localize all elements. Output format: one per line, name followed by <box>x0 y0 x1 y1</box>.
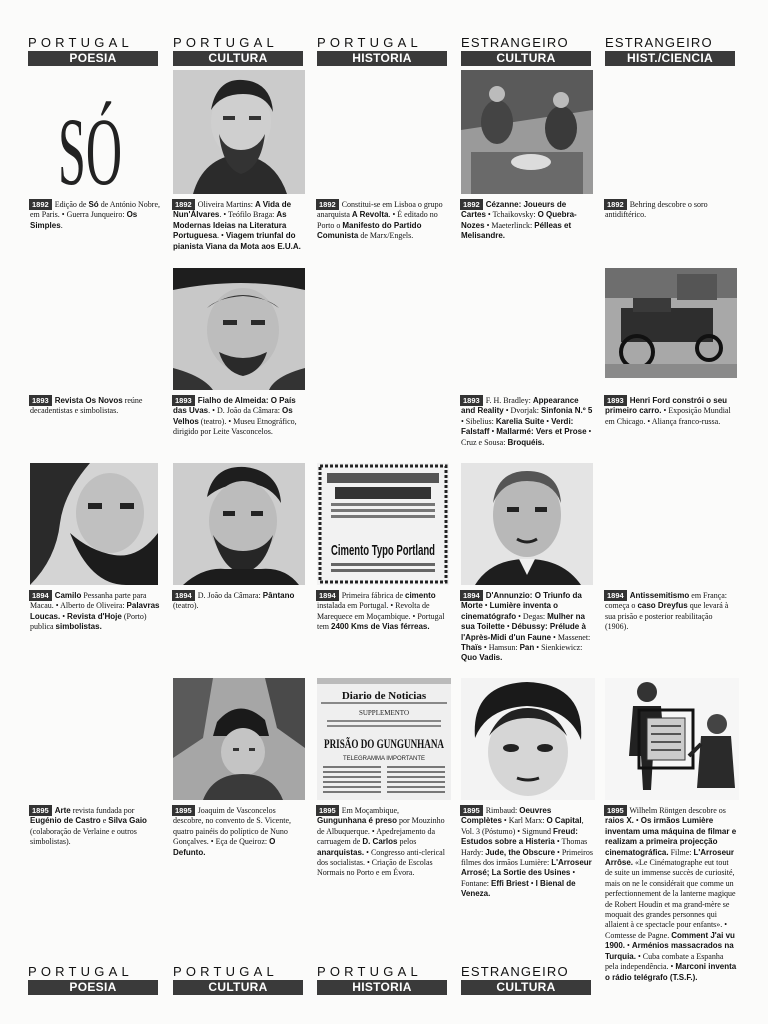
joao-da-camara-portrait <box>173 463 305 585</box>
header-portugal-poesia <box>28 35 158 66</box>
year-badge: 1892 <box>607 200 624 209</box>
oliveira-martins-portrait <box>173 70 305 194</box>
header-country: PORTUGAL <box>173 35 278 50</box>
entry-1895-ciencia <box>605 806 737 983</box>
entry-text: Primeira fábrica de cimento instalada em Portugal. • Revolta de Marequece em Moçambique. • Portugal tem 2400 Kms de Vias férreas. <box>317 591 445 632</box>
header-section: HISTORIA <box>317 51 447 66</box>
footer-portugal-cultura <box>173 964 303 995</box>
year-badge: 1893 <box>607 396 624 405</box>
header-section: HIST./CIENCIA <box>605 51 735 66</box>
header-country: PORTUGAL <box>28 964 133 979</box>
entry-text: Oliveira Martins: A Vida de Nun'Álvares. • Teófilo Braga: As Modernas Ideias na Literatura Portuguesa. • Viagem triunfal do pianista Viana da Mota aos E.U.A. <box>173 200 301 251</box>
diario-de-noticias-gungunhana-page <box>317 678 451 800</box>
entry-text: D. João da Câmara: Pântano (teatro). <box>173 591 295 611</box>
year-badge: 1892 <box>175 200 192 209</box>
entry-text: D'Annunzio: O Triunfo da Morte • Lumière inventa o cinematógrafo • Degas: Mulher na sua Toilette • Débussy: Prélude à l'Après-Midi d'un Faune • Massenet: Thaïs • Hamsun: Pan • Sienkiewicz: Quo Vadis. <box>461 591 591 663</box>
entry-1892-historia <box>317 200 449 242</box>
header-section: CULTURA <box>461 980 591 995</box>
entry-text: Revista Os Novos reúne decadentistas e simbolistas. <box>30 396 143 416</box>
header-section: CULTURA <box>173 51 303 66</box>
entry-1892-cultura <box>173 200 305 252</box>
newspaper-sub: TELEGRAMMA IMPORTANTE <box>342 756 426 762</box>
year-badge: 1894 <box>175 591 192 600</box>
year-badge: 1895 <box>319 806 336 815</box>
henry-ford-car-photo <box>605 268 737 378</box>
entry-1893-estrangeiro-cultura <box>461 396 593 448</box>
entry-1894-estrangeiro-cultura <box>461 591 593 664</box>
year-badge: 1895 <box>607 806 624 815</box>
entry-text: Behring descobre o soro antidiftérico. <box>605 200 708 220</box>
footer-estrangeiro-cultura <box>461 964 591 995</box>
entry-text: Rimbaud: Oeuvres Complètes • Karl Marx: O Capital, Vol. 3 (Póstumo) • Sigmund Freud: Estudos sobre a Histeria • Thomas Hardy: Jude, the Obscure • Primeiros filmes dos irmãos Lumière: L'Arroseur Arrosé; La Sortie des Usines • Fontane: Effi Briest • I Bienal de Veneza. <box>461 806 593 899</box>
camilo-pessanha-portrait <box>30 463 158 585</box>
entry-1892-estrangeiro-cultura <box>461 200 593 242</box>
header-portugal-historia <box>317 35 447 66</box>
year-badge: 1893 <box>32 396 49 405</box>
newspaper-supplement: SUPPLEMENTO <box>358 709 410 717</box>
header-country: PORTUGAL <box>317 35 422 50</box>
lumiere-cinematograph-illustration <box>605 678 739 800</box>
entry-text: Joaquim de Vasconcelos descobre, no convento de S. Vicente, quatro painéis do políptico de Nuno Gonçalves. • Eça de Queiroz: O Defunto. <box>173 806 292 857</box>
year-badge: 1892 <box>32 200 49 209</box>
entry-1894-historia <box>317 591 449 633</box>
year-badge: 1895 <box>175 806 192 815</box>
header-country: ESTRANGEIRO <box>605 35 713 50</box>
fialho-de-almeida-portrait <box>173 268 305 390</box>
year-badge: 1895 <box>32 806 49 815</box>
dannunzio-portrait <box>461 463 593 585</box>
entry-text: Constitui-se em Lisboa o grupo anarquista A Revolta. • É editado no Porto o Manifesto do Partido Comunista de Marx/Engels. <box>317 200 443 241</box>
entry-1895-historia <box>317 806 449 879</box>
year-badge: 1894 <box>319 591 336 600</box>
cimento-typo-portland-poster <box>317 463 449 585</box>
poster-title: Cimento Typo Portland <box>331 542 435 559</box>
entry-text: Henri Ford constrói o seu primeiro carro. • Exposição Mundial em Chicago. • Aliança franco-russa. <box>605 396 731 426</box>
entry-text: Wilhelm Röntgen descobre os raios X. • Os irmãos Lumière inventam uma máquina de filmar e realizam a primeira projecção cinematográfica. Filme: L'Arroseur Arrôse. «Le Cinématographe eut tout de suite un immense succès de curiosité, mais on ne le considérait que comme un perfectionnement de la lanterne magique de Robert Houdin et ma grand-mère se moquait des grandes personnes qui allaient à ce spectacle pour enfants». • Comtesse de Pagne. Comment J'ai vu 1900. • Arménios massacrados na Turquia. • Cuba combate a Espanha pela independência. • Marconi inventa o rádio telégrafo (T.S.F.). <box>605 806 737 982</box>
entry-1894-cultura <box>173 591 305 612</box>
entry-text: Antissemitismo em França: começa o caso Dreyfus que levará à sua prisão e posterior reabilitação (1906). <box>605 591 729 632</box>
header-section: POESIA <box>28 51 158 66</box>
header-estrangeiro-cultura <box>461 35 591 66</box>
rimbaud-portrait <box>461 678 595 800</box>
entry-1895-poesia <box>30 806 162 848</box>
header-section: HISTORIA <box>317 980 447 995</box>
header-country: ESTRANGEIRO <box>461 964 569 979</box>
entry-text: Arte revista fundada por Eugénio de Castro e Silva Gaio (colaboração de Verlaine e outros simbolistas). <box>30 806 147 847</box>
entry-1893-poesia <box>30 396 162 417</box>
year-badge: 1894 <box>607 591 624 600</box>
header-estrangeiro-hist-ciencia <box>605 35 735 66</box>
entry-1893-ciencia <box>605 396 737 427</box>
header-country: PORTUGAL <box>28 35 133 50</box>
entry-1895-estrangeiro-cultura <box>461 806 593 900</box>
entry-1892-poesia <box>30 200 162 231</box>
header-country: PORTUGAL <box>317 964 422 979</box>
newspaper-headline: PRISÃO DO GUNGUNHANA <box>324 736 445 751</box>
entry-1893-cultura <box>173 396 305 438</box>
entry-1894-poesia <box>30 591 162 633</box>
header-country: PORTUGAL <box>173 964 278 979</box>
header-country: ESTRANGEIRO <box>461 35 569 50</box>
so-title: SÓ <box>58 98 122 194</box>
entry-text: Fialho de Almeida: O País das Uvas. • D. João da Câmara: Os Velhos (teatro). • Museu Etnográfico, dirigido por Leite Vasconcelos. <box>173 396 297 437</box>
entry-1892-ciencia <box>605 200 737 221</box>
entry-text: Cézanne: Joueurs de Cartes • Tchaikovsky: O Quebra-Nozes • Maeterlinck: Pélleas et Melisandre. <box>461 200 577 241</box>
year-badge: 1895 <box>463 806 480 815</box>
year-badge: 1894 <box>463 591 480 600</box>
entry-text: Edição de Só de António Nobre, em Paris. • Guerra Junqueiro: Os Simples. <box>30 200 161 230</box>
cezanne-card-players-painting <box>461 70 593 194</box>
entry-text: Camilo Pessanha parte para Macau. • Alberto de Oliveira: Palavras Loucas. • Revista d'Hoje (Porto) publica simbolistas. <box>30 591 160 632</box>
so-book-cover-image <box>30 72 158 194</box>
year-badge: 1893 <box>175 396 192 405</box>
header-section: POESIA <box>28 980 158 995</box>
entry-text: Em Moçambique, Gungunhana é preso por Mouzinho de Albuquerque. • Apedrejamento da carruagem de D. Carlos pelos anarquistas. • Congresso anti-clerical dos socialistas. • Criação de Escolas Normais no Porto e em Évora. <box>317 806 445 878</box>
entry-1894-ciencia <box>605 591 737 633</box>
nuno-goncalves-panel-detail <box>173 678 305 800</box>
year-badge: 1894 <box>32 591 49 600</box>
header-section: CULTURA <box>461 51 591 66</box>
newspaper-title: Diario de Noticias <box>341 690 427 702</box>
year-badge: 1892 <box>463 200 480 209</box>
entry-1895-cultura <box>173 806 305 858</box>
footer-portugal-poesia <box>28 964 158 995</box>
header-section: CULTURA <box>173 980 303 995</box>
entry-text: F. H. Bradley: Appearance and Reality • Dvorjak: Sinfonia N.º 5 • Sibelius: Karelia Suite • Verdi: Falstaff • Mallarmé: Vers et Prose • Cruz e Sousa: Broquéis. <box>461 396 593 447</box>
header-portugal-cultura <box>173 35 303 66</box>
footer-portugal-historia <box>317 964 447 995</box>
year-badge: 1892 <box>319 200 336 209</box>
year-badge: 1893 <box>463 396 480 405</box>
